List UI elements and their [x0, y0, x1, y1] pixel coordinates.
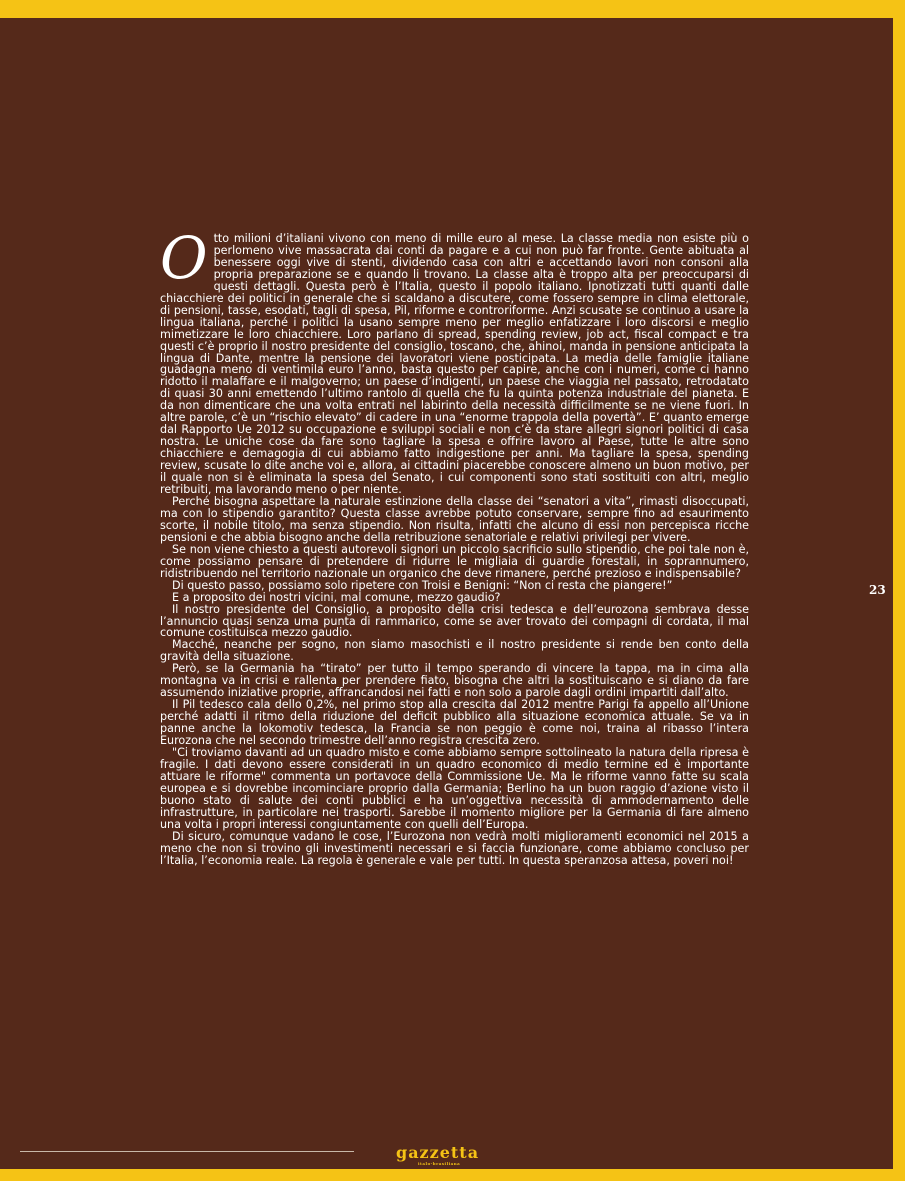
article-body [160, 224, 749, 867]
logo-subtitle: italo-brasiliana [418, 1161, 461, 1166]
gazzetta-logo [396, 1137, 510, 1167]
paragraph-text: tto milioni d’italiani vivono con meno di mille euro al mese. La classe media non esiste più o perlomeno vive massacrata dai conti da pagare e a cui non può far fronte. Gente abituata al benessere oggi vive di stenti, dividendo casa con altri e accettando lavori non consoni alla propria preparazione se e quando li trovano. La classe alta è troppo alta per preoccuparsi di questi dettagli. Questa però è l’Italia, questo il popolo italiano. Ipnotizzati tutti quanti dalle chiacchiere dei politici in generale che si scaldano a discutere, come fossero sempre in clima elettorale, di pensioni, tasse, esodati, tagli di spesa, Pil, riforme e controriforme. Anzi scusate se continuo a usare la lingua italiana, perché i politici la usano sempre meno per meglio enfatizzare i loro discorsi e meglio mimetizzare le loro chiacchiere. Loro parlano di spread, spending review, job act, fiscal compact e tra questi c’è proprio il nostro presidente del consiglio, toscano, che, ahinoi, manda in pensione anticipata la lingua di Dante, mentre la pensione dei lavoratori viene posticipata. La media delle famiglie italiane guadagna meno di ventimila euro l’anno, basta questo per capire, anche con i numeri, come ci hanno ridotto il malaffare e il malgoverno; un paese d’indigenti, un paese che viaggia nel passato, retrodatato di quasi 30 anni emettendo l’ultimo rantolo di quella che fu la quinta potenza industriale del pianeta. E da non dimenticare che una volta entrati nel labirinto della necessità difficilmente se ne viene fuori. In altre parole, c’è un “rischio elevato” di cadere in una “enorme trappola della povertà”. E’ quanto emerge dal Rapporto Ue 2012 su occupazione e sviluppi sociali e non c’è da stare allegri signori politici di casa nostra. Le uniche cose da fare sono tagliare la spesa e offrire lavoro al Paese, tutte le altre sono chiacchiere e demagogia di cui abbiamo fatto indigestione per anni. Ma tagliare la spesa, spending review, scusate lo dite anche voi e, allora, ai cittadini piacerebbe conoscere almeno un buon motivo, per il quale non si è eliminata la spesa del Senato, i cui componenti sono stati sostituiti con altri, meglio retribuiti, ma lavorando meno o per niente. [160, 232, 749, 497]
article-paragraph: Perché bisogna aspettare la naturale estinzione della classe dei “senatori a vita”, rimasti disoccupati, ma con lo stipendio garantito? Questa classe avrebbe potuto conservare, sempre fino ad esaurimento scorte, il nobile titolo, ma senza stipendio. Non risulta, infatti che alcuno di essi non percepisca ricche pensioni e che abbia bisogno anche della retribuzione senatoriale e relativi privilegi per vivere. [160, 494, 749, 544]
top-border [0, 0, 905, 18]
page-number: 23 [869, 583, 886, 597]
footer-divider [20, 1151, 354, 1152]
article-paragraph: Macché, neanche per sogno, non siamo masochisti e il nostro presidente si rende ben conto della gravità della situazione. [160, 638, 749, 664]
article-paragraph [160, 224, 749, 497]
article-paragraph: "Ci troviamo davanti ad un quadro misto e come abbiamo sempre sottolineato la natura della ripresa è fragile. I dati devono essere considerati in un quadro economico di medio termine ed è importante attuare le riforme" commenta un portavoce della Commissione Ue. Ma le riforme vanno fatte su scala europea e si dovrebbe incominciare proprio dalla Germania; Berlino ha un buon raggio d’azione visto il buono stato di salute dei conti pubblici e ha un’oggettiva necessità di ammodernamento delle infrastrutture, in particolare nei trasporti. Sarebbe il momento migliore per la Germania di fare almeno una volta i propri interessi congiuntamente con quelli dell’Europa. [160, 745, 749, 831]
article-paragraph: Di sicuro, comunque vadano le cose, l’Eurozona non vedrà molti miglioramenti economici nel 2015 a meno che non si trovino gli investimenti necessari e si faccia funzionare, come abbiamo concluso per l’Italia, l’economia reale. La regola è generale e vale per tutti. In questa speranzosa attesa, poveri noi! [160, 829, 749, 867]
article-paragraph: Di questo passo, possiamo solo ripetere con Troisi e Benigni: “Non ci resta che piangere!” [172, 578, 673, 592]
article-paragraph: Il nostro presidente del Consiglio, a proposito della crisi tedesca e dell’eurozona sembrava desse l’annuncio quasi senza uma punta di rammarico, come se aver trovato dei compagni di cordata, il mal comune costituisca mezzo gaudio. [160, 602, 749, 640]
drop-cap: O [160, 224, 208, 292]
article-paragraph: Il Pil tedesco cala dello 0,2%, nel primo stop alla crescita dal 2012 mentre Parigi fa appello all’Unione perché adatti il ritmo della riduzione del deficit pubblico alla situazione economica attuale. Se va in panne anche la lokomotiv tedesca, la Francia se non peggio è come noi, traina al ribasso l’intera Eurozona che nel secondo trimestre dell’anno registra crescita zero. [160, 698, 749, 748]
article-paragraph: E a proposito dei nostri vicini, mal comune, mezzo gaudio? [172, 590, 501, 604]
logo-wordmark: gazzetta [396, 1143, 480, 1162]
article-paragraph: Se non viene chiesto a questi autorevoli signori un piccolo sacrificio sullo stipendio, che poi tale non è, come possiamo pensare di pretendere di ridurre le migliaia di guardie forestali, in soprannumero, ridistribuendo nel territorio nazionale un organico che deve rimanere, perché prezioso e indispensabile? [160, 542, 749, 580]
article-paragraph: Però, se la Germania ha “tirato” per tutto il tempo sperando di vincere la tappa, ma in cima alla montagna va in crisi e rallenta per prendere fiato, bisogna che altri la sostituiscano e si diano da fare assumendo iniziative proprie, affrancandosi nei fatti e non solo a parole dagli ordini impartiti dall’alto. [160, 662, 749, 700]
